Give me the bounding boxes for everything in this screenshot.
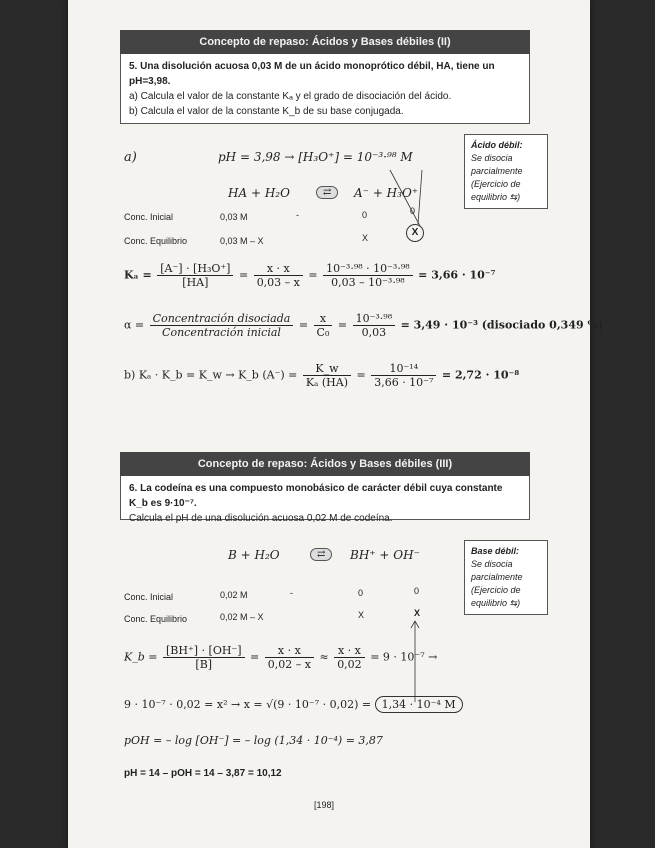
reaction-right: A⁻ + H₃O⁺ bbox=[354, 186, 419, 200]
alpha-fraction: $\frac{\text{Concentración disociada}}{\text{Concentración inicial}}$ bbox=[150, 312, 294, 339]
ka-equation: Kₐ = $\frac{\text{[A⁻] · [H₃O⁺]}}{[HA]}$ = $\frac{x \cdot x}{0,03 - x}$ = $\frac{\text{10⁻³·⁹⁸ · 10⁻³·⁹⁸}}{\text{0,03 – 10⁻³·⁹⁸}}$ = 3,66 · 10⁻⁷ bbox=[124, 262, 496, 289]
equilibrium-h3o: X bbox=[406, 224, 424, 242]
ph-result: pH = 14 – pOH = 14 – 3,87 = 10,12 bbox=[124, 768, 282, 779]
kb-fraction: $\frac{x \cdot x}{0,02}$ bbox=[334, 644, 365, 671]
question5-title: 5. Una disolución acuosa 0,03 M de un ácido monoprótico débil, HA, tiene un pH=3,98. bbox=[129, 61, 495, 87]
ka-fraction: $\frac{\text{[A⁻] · [H₃O⁺]}}{[HA]}$ bbox=[157, 262, 233, 289]
note-line: parcialmente bbox=[471, 166, 523, 176]
kb-fraction: $\frac{\text{10⁻¹⁴}}{\text{3,66 · 10⁻⁷}}$ bbox=[371, 362, 436, 389]
weak-acid-note bbox=[464, 134, 548, 209]
initial-oh: 0 bbox=[414, 586, 420, 596]
initial-bh: 0 bbox=[358, 588, 364, 598]
initial-b: 0,02 M bbox=[220, 590, 248, 600]
initial-h2o: - bbox=[290, 588, 293, 598]
initial-a: 0 bbox=[362, 210, 368, 220]
page-number: [198] bbox=[314, 800, 335, 810]
note-line: parcialmente bbox=[471, 572, 523, 582]
kb-label: K_b = bbox=[124, 650, 158, 664]
alpha-result: = 3,49 · 10⁻³ (disociado 0,349 %) bbox=[400, 318, 604, 332]
equilibrium-oh: X bbox=[414, 608, 421, 618]
ph-equation: pH = 3,98 → [H₃O⁺] = 10⁻³·⁹⁸ M bbox=[218, 150, 413, 164]
initial-h2o: - bbox=[296, 210, 299, 220]
note-title: Base débil: bbox=[471, 546, 520, 556]
equilibrium-a: X bbox=[362, 233, 369, 243]
kb-approx: ≈ bbox=[319, 650, 329, 664]
equilibrium-ha: 0,03 M – X bbox=[220, 236, 264, 246]
question5-part-a: a) Calcula el valor de la constante Kₐ y el grado de disociación del ácido. bbox=[129, 91, 452, 102]
alpha-equation: α = $\frac{\text{Concentración disociada}}{\text{Concentración inicial}}$ = $\frac{x}{\text{C₀}}$ = $\frac{\text{10⁻³·⁹⁸}}{0,03}$ = 3,49 · 10⁻³ (disociado 0,349 %) bbox=[124, 312, 604, 339]
section2-banner: Concepto de repaso: Ácidos y Bases débiles (III) bbox=[120, 452, 530, 476]
part-a-label: a) bbox=[124, 150, 137, 165]
kb-fraction: $\frac{x \cdot x}{0,02 - x}$ bbox=[265, 644, 314, 671]
document-page bbox=[68, 0, 604, 848]
section1-question-box bbox=[120, 54, 530, 124]
note-line: Se disocia bbox=[471, 153, 513, 163]
kb-fraction: $\frac{K\_w}{\text{Kₐ (HA)}}$ bbox=[303, 362, 351, 389]
conc-equilibrium-label: Conc. Equilibrio bbox=[124, 614, 188, 624]
solve-left: 9 · 10⁻⁷ · 0,02 = x² → x = √(9 · 10⁻⁷ · 0,02) = bbox=[124, 698, 372, 711]
alpha-fraction: $\frac{x}{\text{C₀}}$ bbox=[314, 312, 333, 339]
equilibrium-b: 0,02 M – X bbox=[220, 612, 264, 622]
conc-initial-label: Conc. Inicial bbox=[124, 592, 174, 602]
equilibrium-arrow: ⇄ bbox=[310, 547, 332, 561]
note-line: Se disocia bbox=[471, 559, 513, 569]
kb-result: = 2,72 · 10⁻⁸ bbox=[441, 368, 520, 382]
kb-equation: b) Kₐ · K_b = K_w → K_b (A⁻) = $\frac{K\_w}{\text{Kₐ (HA)}}$ = $\frac{\text{10⁻¹⁴}}{\text{3,66 · 10⁻⁷}}$ = 2,72 · 10⁻⁸ bbox=[124, 362, 520, 389]
question5-part-b: b) Calcula el valor de la constante K_b de su base conjugada. bbox=[129, 106, 404, 117]
solve-result: 1,34 · 10⁻⁴ M bbox=[375, 696, 463, 713]
ka-result: = 3,66 · 10⁻⁷ bbox=[418, 268, 496, 282]
initial-h3o: 0 bbox=[410, 206, 416, 216]
reaction-right: BH⁺ + OH⁻ bbox=[350, 548, 420, 562]
question6-title: 6. La codeína es una compuesto monobásico de carácter débil cuya constante K_b es 9·10⁻⁷. bbox=[129, 483, 503, 509]
note-title: Ácido débil: bbox=[471, 140, 523, 150]
conc-initial-label: Conc. Inicial bbox=[124, 212, 174, 222]
kb-fraction: $\frac{[BH^+] \cdot [OH^-]}{[B]}$ bbox=[163, 644, 245, 671]
alpha-label: α = bbox=[124, 318, 145, 332]
ka-fraction: $\frac{x \cdot x}{0,03 - x}$ bbox=[254, 262, 303, 289]
note-line: (Ejercicio de bbox=[471, 585, 521, 595]
alpha-fraction: $\frac{\text{10⁻³·⁹⁸}}{0,03}$ bbox=[353, 312, 396, 339]
solve-equation bbox=[124, 696, 463, 713]
kb-equation: K_b = $\frac{[BH^+] \cdot [OH^-]}{[B]}$ = $\frac{x \cdot x}{0,02 - x}$ ≈ $\frac{x \cdot x}{0,02}$ = 9 · 10⁻⁷ → bbox=[124, 644, 438, 671]
equilibrium-bh: X bbox=[358, 610, 365, 620]
arrow-to-x-icon bbox=[388, 166, 428, 236]
kb-result: = 9 · 10⁻⁷ → bbox=[370, 650, 438, 664]
conc-equilibrium-label: Conc. Equilibrio bbox=[124, 236, 188, 246]
initial-ha: 0,03 M bbox=[220, 212, 248, 222]
section2-question-box bbox=[120, 476, 530, 524]
question6-line: Calcula el pH de una disolución acuosa 0,02 M de codeína. bbox=[129, 513, 393, 524]
note-line: (Ejercicio de bbox=[471, 179, 521, 189]
ka-fraction: $\frac{\text{10⁻³·⁹⁸ · 10⁻³·⁹⁸}}{\text{0,03 – 10⁻³·⁹⁸}}$ bbox=[323, 262, 413, 289]
reaction-left: HA + H₂O bbox=[228, 186, 290, 200]
note-line: equilibrio ⇆) bbox=[471, 598, 521, 608]
note-line: equilibrio ⇆) bbox=[471, 192, 521, 202]
equilibrium-arrow: ⇄ bbox=[316, 185, 338, 199]
part-b-text: b) Kₐ · K_b = K_w → K_b (A⁻) = bbox=[124, 368, 298, 382]
weak-base-note bbox=[464, 540, 548, 615]
section1-banner: Concepto de repaso: Ácidos y Bases débiles (II) bbox=[120, 30, 530, 54]
ka-label: Kₐ = bbox=[124, 268, 152, 282]
poh-equation: pOH = – log [OH⁻] = – log (1,34 · 10⁻⁴) = 3,87 bbox=[124, 734, 383, 747]
reaction-left: B + H₂O bbox=[228, 548, 280, 562]
